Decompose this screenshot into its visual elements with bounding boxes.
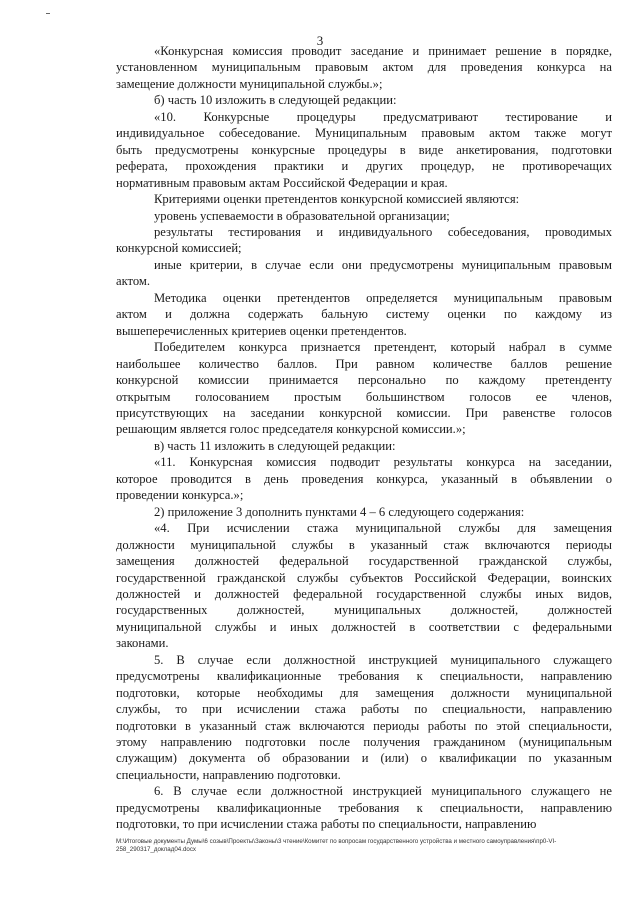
text-line: вышеперечисленных критериев оценки претендентов. <box>116 323 407 338</box>
text-line: которое проводится в день проведения конкурса, указанный в объявлении о <box>116 471 612 486</box>
paragraph <box>116 109 612 191</box>
text-line: специальности, направлению подготовки. <box>116 767 341 782</box>
text-line: конкурсной комиссии принимается персонально по каждому претенденту <box>116 373 612 388</box>
text-line: Методика оценки претендентов определяется муниципальным правовым <box>154 290 612 305</box>
text-line: быть предусмотрены конкурсные процедуры в виде анкетирования, подготовки <box>116 142 612 157</box>
paragraph <box>116 438 612 454</box>
text-line: актом. <box>116 274 151 289</box>
text-line: служащим) документа об образовании и (или) о квалификации по указанным <box>116 751 612 766</box>
text-line: замещения должностей федеральной государственной гражданской службы, <box>116 554 612 569</box>
paragraph <box>116 92 612 108</box>
text-line: 5. В случае если должностной инструкцией муниципального служащего <box>154 652 612 667</box>
text-line: Победителем конкурса признается претендент, который набрал в сумме <box>154 340 612 355</box>
text-line: предусмотрены квалификационные требования к специальности, направлению <box>116 669 612 684</box>
text-line: открытым голосованием простым большинством голосов ее членов, <box>116 389 612 404</box>
paragraph <box>116 257 612 290</box>
text-line: наибольшее количество баллов. При равном количестве баллов решение <box>116 356 612 371</box>
text-line: присутствующих на заседании конкурсной комиссии. При равенстве голосов <box>116 405 612 420</box>
text-line: предусмотрены квалификационные требования к специальности, направлению <box>116 800 612 815</box>
paragraph <box>116 290 612 339</box>
text-line: подготовки, то при исчислении стажа работы по специальности, направлению <box>116 817 537 832</box>
file-path-footer <box>116 838 616 854</box>
text-line: Критериями оценки претендентов конкурсной комиссией являются: <box>154 192 520 207</box>
text-line: службы, то при исчислении стажа работы по специальности, направлению <box>116 702 612 717</box>
text-line: подготовки в указанный стаж включаются периоды работы по этой специальности, <box>116 718 612 733</box>
text-line: индивидуальное собеседование. Муниципальным правовым актом также могут <box>116 126 612 141</box>
text-line: «10. Конкурсные процедуры предусматривают тестирование и <box>154 109 612 124</box>
file-path-line-2: 258_290317_доклад04.docx <box>116 846 197 853</box>
text-line: конкурсной комиссией; <box>116 241 242 256</box>
paragraph <box>116 191 612 207</box>
text-line: подготовки, которые необходимы для замещения должности муниципальной <box>116 685 612 700</box>
text-line: результаты тестирования и индивидуального собеседования, проводимых <box>154 224 612 239</box>
text-line: иные критерии, в случае если они предусмотрены муниципальным правовым <box>154 257 612 272</box>
text-line: нормативным правовым актам Российской Федерации и края. <box>116 175 448 190</box>
text-line: 6. В случае если должностной инструкцией муниципального служащего не <box>154 784 612 799</box>
text-line: должностей и должностей федеральной государственной службы иных видов, <box>116 586 612 601</box>
text-line: «4. При исчислении стажа муниципальной службы для замещения <box>154 521 612 536</box>
text-line: этому направлению подготовки после получения гражданином (муниципальным <box>116 735 612 750</box>
paragraph <box>116 520 612 652</box>
text-line: должности муниципальной службы в указанный стаж включаются периоды <box>116 537 612 552</box>
paragraph <box>116 652 612 784</box>
text-line: проведении конкурса.»; <box>116 488 244 503</box>
paragraph <box>116 208 612 224</box>
text-line: замещение должности муниципальной службы.»; <box>116 76 383 91</box>
paragraph <box>116 224 612 257</box>
text-line: 2) приложение 3 дополнить пунктами 4 – 6 следующего содержания: <box>154 504 525 519</box>
text-line: государственных должностей, муниципальных должностей, должностей <box>116 603 612 618</box>
document-body <box>116 43 612 833</box>
paragraph <box>116 454 612 503</box>
text-line: уровень успеваемости в образовательной организации; <box>154 208 450 223</box>
text-line: реферата, прохождения практики и других процедур, не противоречащих <box>116 159 612 174</box>
text-line: муниципальной службы и иных должностей в соответствии с федеральными <box>116 619 612 634</box>
file-path-line-1: M:\Итоговые документы Думы\6 созыв\Проекты\Законы\3 чтение\Комитет по вопросам государственного устройства и местного самоуправления\пр0-VI- <box>116 838 557 845</box>
page-number: 3 <box>316 33 324 48</box>
paragraph <box>116 339 612 438</box>
text-line: б) часть 10 изложить в следующей редакции: <box>154 93 397 108</box>
text-line: актом и должна содержать бальную систему оценки по каждому из <box>116 307 612 322</box>
text-line: государственной гражданской службы субъектов Российской Федерации, воинских <box>116 570 612 585</box>
text-line: «11. Конкурсная комиссия подводит результаты конкурса на заседании, <box>154 455 612 470</box>
paragraph <box>116 504 612 520</box>
text-line: в) часть 11 изложить в следующей редакции: <box>154 438 396 453</box>
text-line: решающим является голос председателя конкурсной комиссии.»; <box>116 422 466 437</box>
paragraph <box>116 783 612 832</box>
text-line: «Конкурсная комиссия проводит заседание и принимает решение в порядке, <box>154 44 612 58</box>
text-line: установленном муниципальным правовым актом для проведения конкурса на <box>116 60 612 75</box>
text-line: законами. <box>116 636 169 651</box>
paragraph <box>116 43 612 92</box>
scan-mark <box>46 13 50 14</box>
